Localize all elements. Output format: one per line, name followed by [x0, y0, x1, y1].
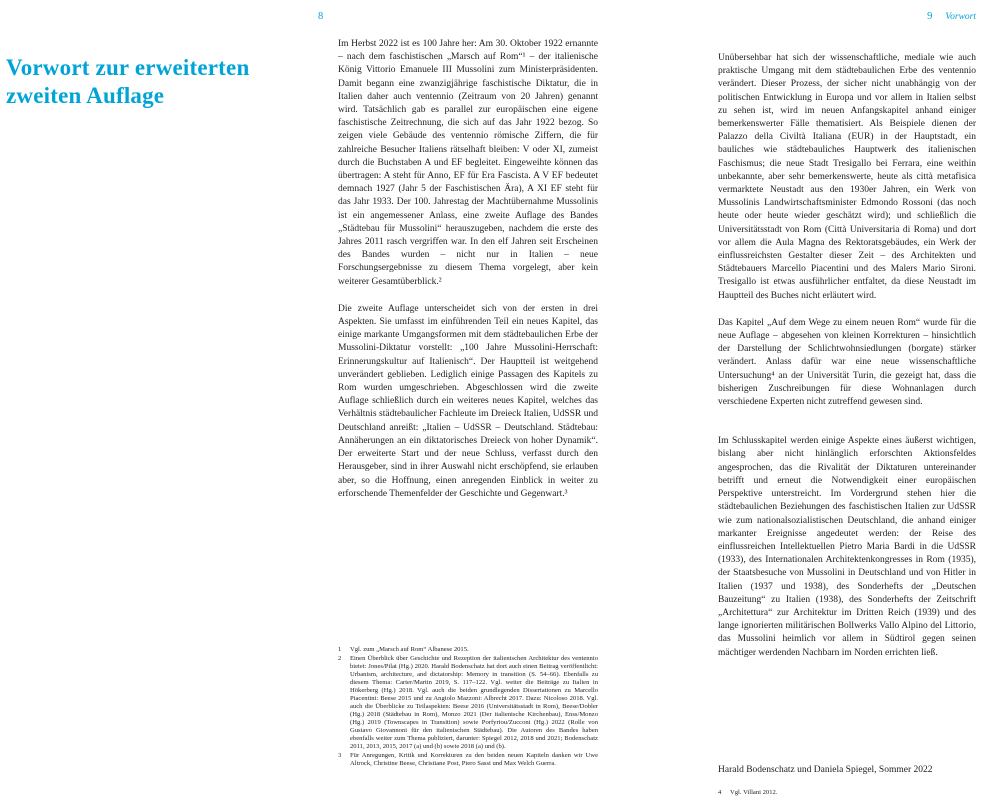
left-footnotes	[338, 646, 598, 769]
paragraph: Die zweite Auflage unterscheidet sich von der ersten in drei Aspekten. Sie umfasst im einführenden Teil ein neues Kapitel, das einige markante Umgangsformen mit dem städtebaulichen Erbe der Mussolini-Diktatur vorstellt: „100 Jahre Mussolini-Herrschaft: Erinnerungskultur auf Italienisch“. Der Hauptteil ist weitgehend unverändert geblieben. Lediglich einige Passagen des Kapitels zu Rom wurden umgeschrieben. Abgeschlossen wird die zweite Auflage schließlich durch ein weiteres neues Kapitel, welches das Verhältnis städtebaulicher Fachleute im Dreieck Italien, UdSSR und Deutschland anreißt: „Italien – UdSSR – Deutschland. Städtebau: Annäherungen an ein diktatorisches Dreieck von hoher Dynamik“. Der erweiterte Start und der neue Schluss, verfasst durch den Herausgeber, sind in ihrer Auswahl nicht erschöpfend, sie erlauben aber, so die Hoffnung, einen anregenden Einblick in weiter zu erforschende Themenfelder der Geschichte und Gegenwart.³	[338, 303, 598, 499]
right-footnotes	[718, 789, 976, 798]
footnote-number: 1	[338, 646, 342, 653]
paragraph: Das Kapitel „Auf dem Wege zu einem neuen Rom“ wurde für die neue Auflage – abgesehen von kleinen Korrekturen – hinsichtlich der Darstellung der Schlichtwohnsiedlungen (borgate) stärker verändert. Anlass dafür war eine neue wissenschaftliche Untersuchung⁴ an der Universität Turin, die gezeigt hat, dass die bisherigen Zuschreibungen für diese Wohnanlagen durch verschiedene Experten nicht zutreffend gewesen sind.	[718, 317, 976, 408]
paragraph: Im Schlusskapitel werden einige Aspekte eines äußerst wichtigen, bislang aber nicht hinlänglich erforschten Aktionsfeldes angesprochen, das die Rivalität der Diktaturen untereinander betrifft und erneut die Notwendigkeit einer europäischen Perspektive unterstreicht. Im Vordergrund stehen hier die städtebaulichen Beziehungen des faschistischen Italien zur UdSSR wie zum nationalsozialistischen Deutschland, die anhand einiger markanter Ereignisse angedeutet werden: der Reise des einflussreichen Intellektuellen Pietro Maria Bardi in die UdSSR (1933), des Internationalen Architektenkongresses in Rom (1935), der Staatsbesuche von Mussolini in Deutschland und von Hitler in Italien (1937 und 1938), des Sonderhefts der „Deutschen Bauzeitung“ zu Italien (1938), des Sonderhefts der Zeitschrift „Architettura“ zur Architektur im Dritten Reich (1939) und des lange ignorierten militärischen Bollwerks Vallo Alpino del Littorio, das Mussolini heimlich vor allem in Südtirol gegen seinen mächtiger werdenden Nachbarn im Norden errichten ließ.	[718, 436, 976, 658]
right-text-column	[718, 52, 976, 674]
footnote	[718, 789, 976, 797]
footnote-number: 4	[718, 789, 722, 796]
footnote-text: Einen Überblick über Geschichte und Rezeption der italienischen Architektur des ventennio bietet: Jones/Pilat (Hg.) 2020. Harald Bodenschatz hat dort auch einen Beitrag veröffentlicht: Urbanism, architecture, and dictatorship: Memory in transition (S. 54–66). Ebenfalls zu diesem Thema: Carter/Martin 2019, S. 117–122. Vgl. weiter die Beiträge zu Italien in Hökerberg (Hg.) 2018. Vgl. auch die beiden grundlegenden Dissertationen zu Marcello Piacentini: Beese 2015 und zu Angiolo Mazzoni: Albrecht 2017. Dazu: Nicoloso 2018. Vgl. auch die Überblicke zu Teilaspekten: Beese 2016 (Universitätsstadt in Rom), Beese/Dobler (Hg.) 2018 (Städtebau in Rom), Monzo 2021 (Der italienische Kirchenbau), Enss/Monzo (Hg.) 2019 (Townscapes in Transition) sowie Porfyriou/Zucconi (Hg.) 2022 (Rolle von Gustavo Giovannoni für den italienischen Städtebau). Die Autoren des Bandes haben ebenfalls weiter zum Thema publiziert, darunter: Spiegel 2012, 2018 und 2021; Bodenschatz 2011, 2013, 2015, 2017 (a) und (b) sowie 2018 (a) und (b).	[350, 655, 598, 750]
running-head	[718, 11, 976, 22]
paragraph: Im Herbst 2022 ist es 100 Jahre her: Am 30. Oktober 1922 ernannte – nach dem faschistischen „Marsch auf Rom“¹ – der italienische König Vittorio Emanuele III Mussolini zum Ministerpräsidenten. Damit begann eine zwanzigjährige faschistische Diktatur, die in Italien daher auch ventennio (Zeitraum von 20 Jahren) genannt wird. Tatsächlich gab es parallel zur europäischen eine eigene faschistische Zeitrechnung, die sich auf das Jahr 1922 bezog. So zeigen viele Gebäude des ventennio römische Ziffern, die für zahlreiche Besucher Italiens rätselhaft bleiben: V oder XI, zumeist durch die Buchstaben A und EF begleitet. Eingeweihte können das übertragen: A steht für Anno, EF für Era Fascista. A V EF bedeutet demnach 1927 (Jahr 5 der Faschistischen Ära), A XI EF steht für das Jahr 1933. Der 100. Jahrestag der Machtübernahme Mussolinis ist ein angemessener Anlass, eine zweite Auflage des Bandes „Städtebau für Mussolini“ herauszugeben, nachdem die erste des Jahres 2011 rasch vergriffen war. In den elf Jahren seit Erscheinen des Bandes wurden – nicht nur in Italien – neue Forschungsergebnisse zu diesem Thema vorgelegt, aber kein weiterer Gesamtüberblick.²	[338, 39, 598, 287]
running-title: Vorwort	[945, 12, 976, 22]
page-number-left: 8	[318, 11, 324, 22]
footnote	[338, 752, 598, 768]
chapter-heading: Vorwort zur erweiterten zweiten Auflage	[6, 55, 250, 108]
left-text-column	[338, 38, 598, 515]
footnote-text: Vgl. Villani 2012.	[730, 789, 778, 796]
footnote-number: 3	[338, 752, 342, 759]
footnote-text: Vgl. zum „Marsch auf Rom“ Albanese 2015.	[350, 646, 469, 653]
page-number-right: 9	[927, 11, 933, 22]
paragraph: Unübersehbar hat sich der wissenschaftliche, mediale wie auch praktische Umgang mit dem städtebaulichen Erbe des ventennio verändert. Dieser Prozess, der sicher nicht unabhängig von der politischen Entwicklung in Europa und vor allem in Italien selbst zu sehen ist, wird im neuen Anfangskapitel anhand einiger bemerkenswerter Fälle thematisiert. Als Beispiele dienen der Palazzo della Civiltà Italiana (EUR) in der Hauptstadt, ein bauliches wie städtebauliches Hauptwerk des italienischen Faschismus; die neue Stadt Tresigallo bei Ferrara, eine weithin unbekannte, aber sehr bemerkenswerte, heute als città metafisica vermarktete Neustadt aus den 1930er Jahren, ein Werk von Mussolinis Landwirtschaftsminister Edmondo Rossoni (das noch heute oder heute wieder geschätzt wird); und schließlich die Universitätsstadt von Rom (Città Universitaria di Roma) und dort vor allem die Aula Magna des Rektoratsgebäudes, ein Werk der einflussreichsten Gestalter dieser Zeit – des Architekten und Städtebauers Marcello Piacentini und des Malers Mario Sironi. Tresigallo ist etwas ausführlicher entfaltet, da diese Neustadt im Hauptteil des Buches nicht erläutert wird.	[718, 53, 976, 301]
footnote-number: 2	[338, 655, 342, 662]
footnote-text: Für Anregungen, Kritik und Korrekturen zu den beiden neuen Kapiteln danken wir Uwe Altrock, Christine Beese, Christiane Post, Piero Sassi und Max Welch Guerra.	[350, 752, 598, 767]
footnote	[338, 655, 598, 751]
footnote	[338, 646, 598, 654]
signature-line: Harald Bodenschatz und Daniela Spiegel, Sommer 2022	[718, 765, 933, 775]
